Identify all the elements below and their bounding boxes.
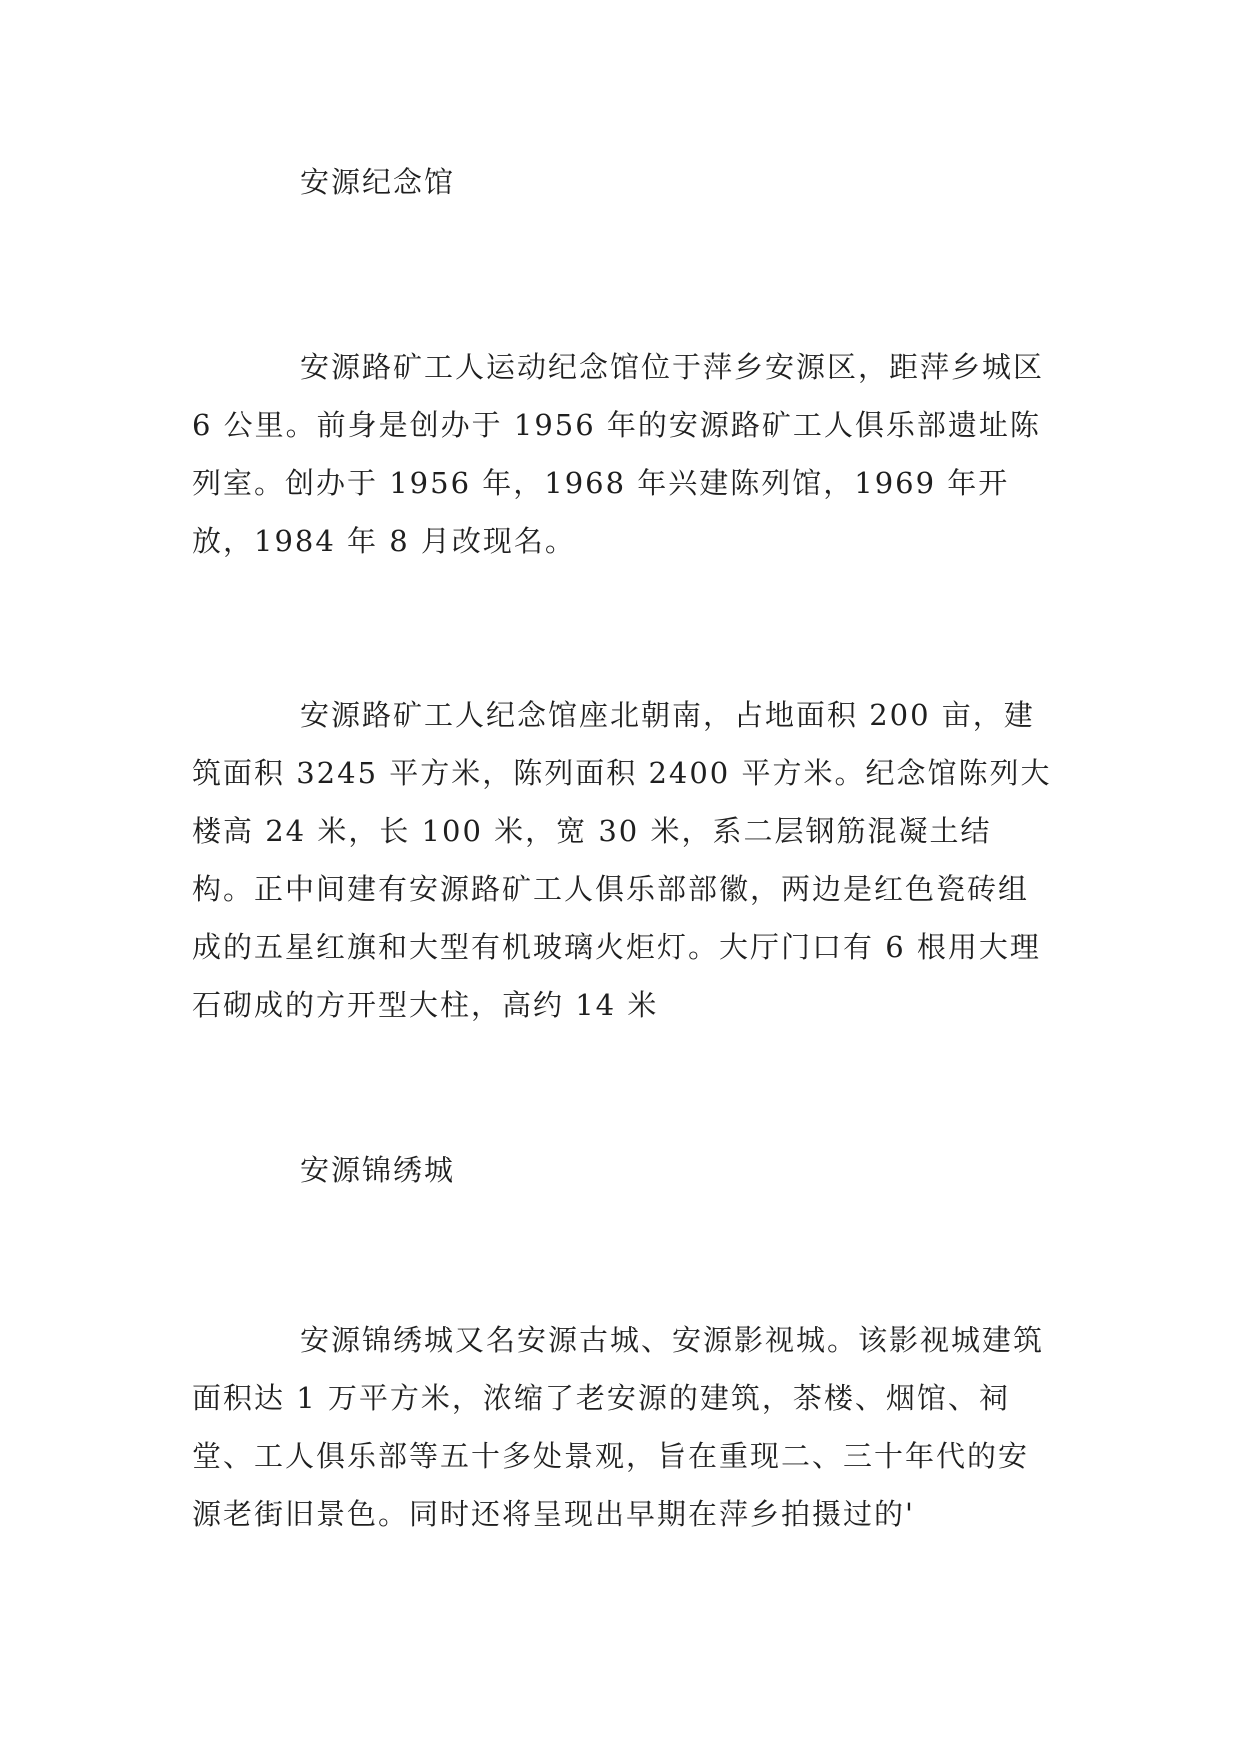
paragraph-memorial-building: 安源路矿工人纪念馆座北朝南，占地面积 200 亩，建筑面积 3245 平方米，陈列面积 2400 平方米。纪念馆陈列大楼高 24 米，长 100 米，宽 30 米，系二层钢筋混凝土结构。正中间建有安源路矿工人俱乐部部徽，两边是红色瓷砖组成的五星红旗和大型有机玻璃火炬灯。大厅门口有 6 根用大理石砌成的方开型大柱，高约 14 米 [192, 698, 1052, 1022]
paragraph-jinxiu-city: 安源锦绣城又名安源古城、安源影视城。该影视城建筑面积达 1 万平方米，浓缩了老安源的建筑，茶楼、烟馆、祠堂、工人俱乐部等五十多处景观，旨在重现二、三十年代的安源老街旧景色。同时还将呈现出早期在萍乡拍摄过的' [192, 1323, 1045, 1531]
section-heading-anyuan-jinxiu-city: 安源锦绣城 [300, 1153, 456, 1187]
paragraph-memorial-history: 安源路矿工人运动纪念馆位于萍乡安源区，距萍乡城区 6 公里。前身是创办于 1956 年的安源路矿工人俱乐部遗址陈列室。创办于 1956 年，1968 年兴建陈列馆，1969 年开放，1984 年 8 月改现名。 [192, 350, 1045, 558]
section-heading-anyuan-memorial: 安源纪念馆 [300, 165, 456, 199]
